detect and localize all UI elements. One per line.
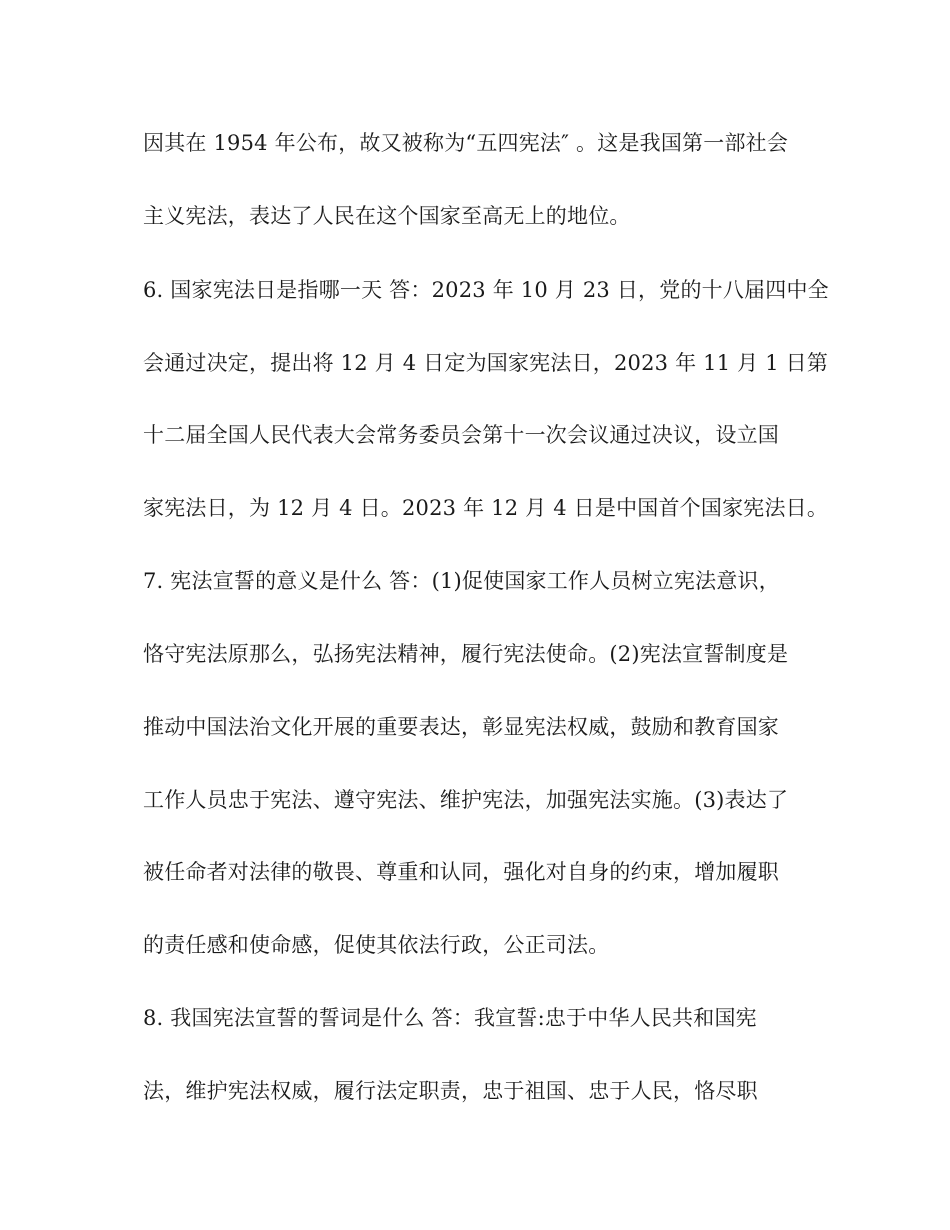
text-line: 工作人员忠于宪法、遵守宪法、维护宪法，加强宪法实施。(3)表达了 [143, 788, 789, 812]
text-line: 家宪法日，为 12 月 4 日。2023 年 12 月 4 日是中国首个国家宪法日。 [143, 496, 829, 520]
text-line: 推动中国法治文化开展的重要表达，彰显宪法权威，鼓励和教育国家 [143, 715, 779, 739]
text-line: 因其在 1954 年公布，故又被称为“五四宪法″ 。这是我国第一部社会 [143, 131, 789, 155]
text-line: 会通过决定，提出将 12 月 4 日定为国家宪法日，2023 年 11 月 1 日第 [143, 351, 829, 375]
text-line: 法，维护宪法权威，履行法定职责，忠于祖国、忠于人民，恪尽职 [143, 1079, 758, 1103]
text-line: 的责任感和使命感，促使其依法行政，公正司法。 [143, 933, 610, 957]
text-line: 主义宪法，表达了人民在这个国家至高无上的地位。 [143, 204, 631, 228]
text-line: 6. 国家宪法日是指哪一天 答：2023 年 10 月 23 日，党的十八届四中全 [143, 278, 829, 302]
text-line: 恪守宪法原那么，弘扬宪法精神，履行宪法使命。(2)宪法宣誓制度是 [143, 642, 789, 666]
text-line: 十二届全国人民代表大会常务委员会第十一次会议通过决议，设立国 [143, 423, 779, 447]
text-line: 被任命者对法律的敬畏、尊重和认同，强化对自身的约束，增加履职 [143, 860, 779, 884]
text-line: 7. 宪法宣誓的意义是什么 答：(1)促使国家工作人员树立宪法意识， [143, 569, 780, 593]
text-line: 8. 我国宪法宣誓的誓词是什么 答：我宣誓:忠于中华人民共和国宪 [143, 1006, 757, 1030]
